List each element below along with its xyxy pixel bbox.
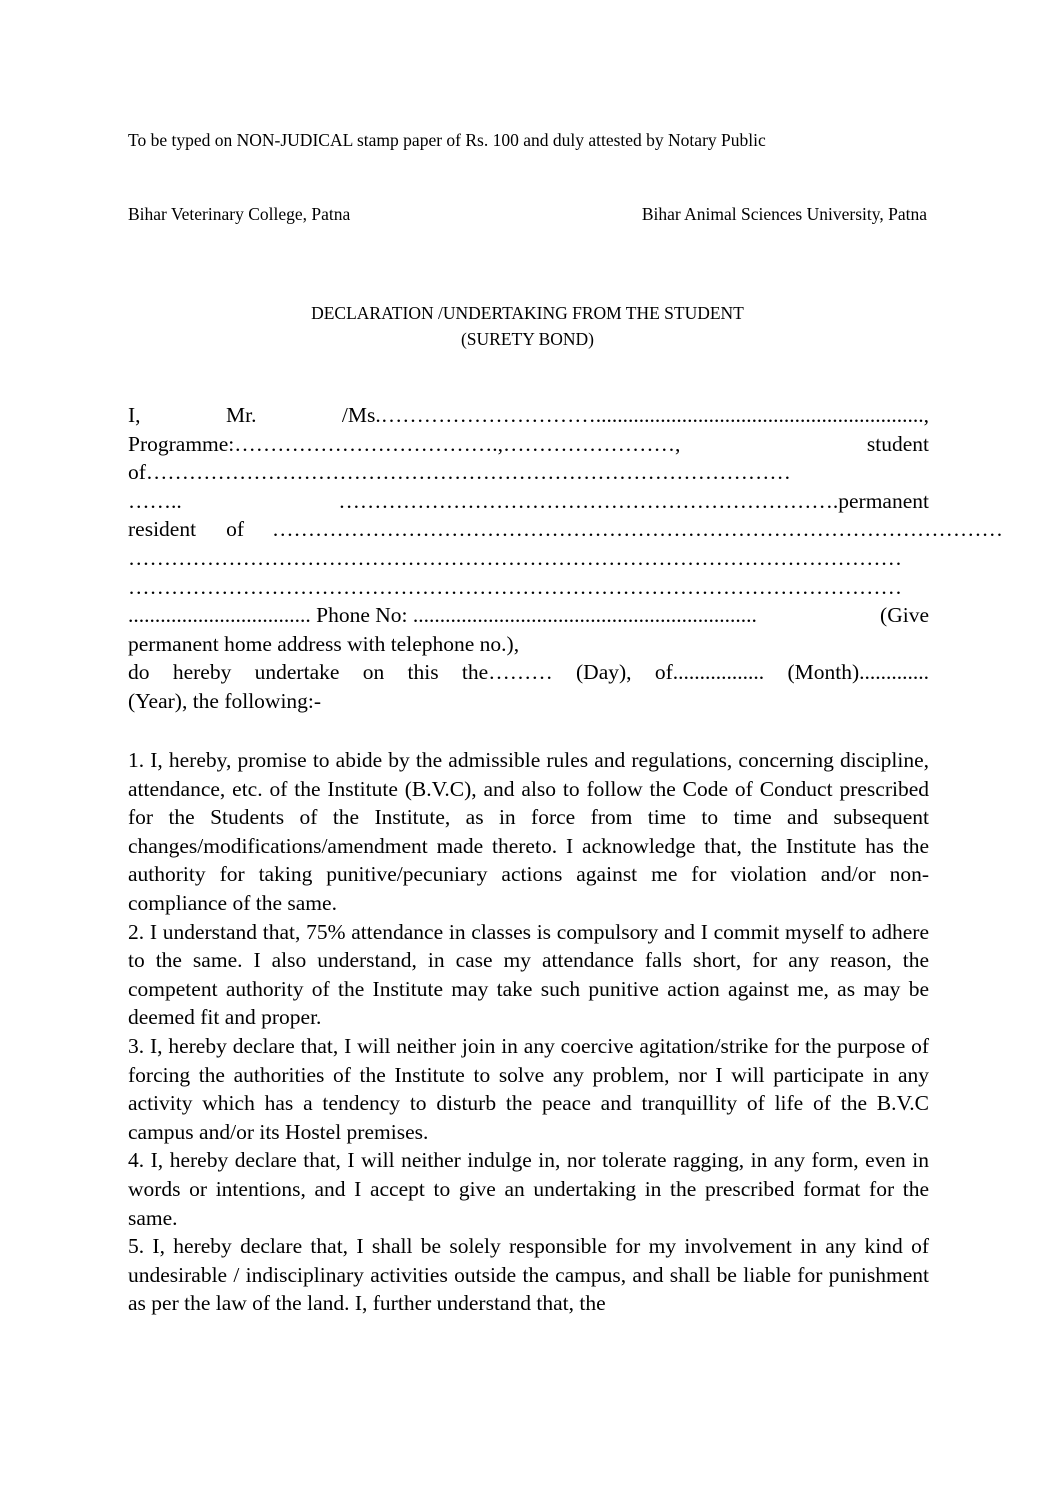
stamp-paper-note: To be typed on NON-JUDICAL stamp paper of Rs. 100 and duly attested by Notary Public — [128, 130, 766, 150]
university-name: Bihar Animal Sciences University, Patna — [641, 204, 927, 224]
form-line-permanent — [128, 487, 929, 516]
form-line-address-3 — [128, 573, 929, 602]
undertaking-clauses — [128, 746, 929, 1318]
student-details-form — [128, 401, 1003, 716]
form-blank: …………………………………………………………….permanent — [338, 488, 929, 513]
form-text: (Give — [880, 603, 929, 628]
institute-field-blank: of……………………………………………………………………………… — [128, 460, 791, 485]
clause-1: 1. I, hereby, promise to abide by the admissible rules and regulations, concerning discipline, attendance, etc. of the Institute (B.V.C), and also to follow the Code of Conduct prescribed for the Students of the Institute, as in force from time to time and subsequent changes/modifications/amendment made thereto. I acknowledge that, the Institute has the authority for taking punitive/pecuniary actions against me for violation and/or non-compliance of the same. — [128, 748, 929, 915]
phone-field-blank: .................................. Phone No: ................................................................ — [128, 603, 757, 628]
form-line-resident — [128, 515, 1003, 544]
form-text: student — [866, 431, 929, 456]
form-text: permanent home address with telephone no.), — [128, 631, 520, 656]
programme-field-blank: Programme:……………………………….,……………………, — [128, 431, 681, 456]
clause-2: 2. I understand that, 75% attendance in classes is compulsory and I commit myself to adhere to the same. I also understand, in case my attendance falls short, for any reason, the competent authority of the Institute may take such punitive action against me, as may be deemed fit and proper. — [128, 919, 929, 1030]
form-line-name — [128, 401, 929, 430]
form-line-following — [128, 687, 929, 716]
form-text: Mr. — [225, 403, 257, 427]
name-field-blank: /Ms.…………………………............................................................., — [341, 403, 929, 427]
form-line-programme — [128, 430, 929, 459]
document-title: DECLARATION /UNDERTAKING FROM THE STUDENT — [311, 303, 744, 323]
clause-4: 4. I, hereby declare that, I will neither indulge in, nor tolerate ragging, in any form, even in words or intentions, and I accept to give an undertaking in the prescribed format for the same. — [128, 1148, 929, 1230]
clause-5: 5. I, hereby declare that, I shall be solely responsible for my involvement in any kind of undesirable / indisciplinary activities outside the campus, and shall be liable for punishment as per the law of the land. I, further understand that, the — [128, 1234, 929, 1316]
address-field-blank: ………………………………………………………………………………………… — [271, 517, 1003, 542]
form-line-of — [128, 458, 929, 487]
address-field-blank: ……………………………………………………………………………………………… — [128, 545, 902, 570]
address-field-blank: ……………………………………………………………………………………………… — [128, 574, 902, 599]
document-subtitle: (SURETY BOND) — [460, 329, 595, 349]
form-line-instruction — [128, 630, 929, 659]
college-name: Bihar Veterinary College, Patna — [128, 204, 351, 224]
form-text: (Year), the following:- — [128, 688, 322, 713]
date-field-blank: do hereby undertake on this the……… (Day), of................. (Month)............. — [128, 660, 929, 685]
form-line-address-2 — [128, 544, 929, 573]
form-text: resident — [128, 517, 197, 542]
clause-3: 3. I, hereby declare that, I will neither join in any coercive agitation/strike for the purpose of forcing the authorities of the Institute to solve any problem, nor I will participate in any activity which has a tendency to disturb the peace and tranquillity of life of the B.V.C campus and/or its Hostel premises. — [128, 1033, 929, 1144]
form-line-date — [128, 658, 929, 687]
form-line-phone — [128, 601, 929, 630]
form-text: of — [226, 517, 244, 542]
form-text: I, — [128, 403, 141, 427]
form-blank: …….. — [128, 488, 182, 513]
